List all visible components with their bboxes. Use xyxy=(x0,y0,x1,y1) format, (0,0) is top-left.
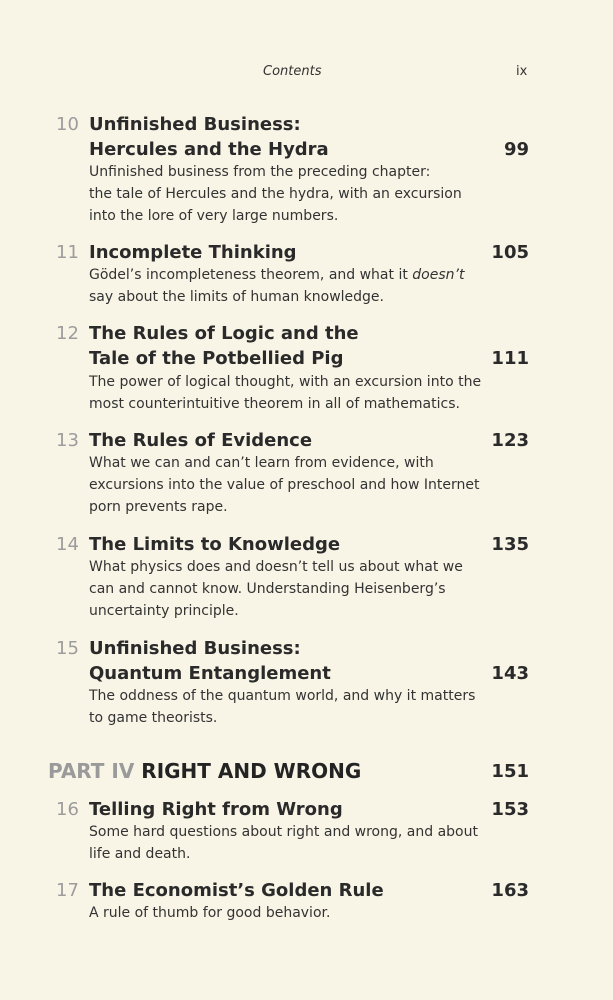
chapter-page-number: 163 xyxy=(491,880,529,901)
chapter-page-number: 135 xyxy=(491,534,529,555)
part-heading xyxy=(48,757,568,785)
chapter-number: 12 xyxy=(56,323,79,344)
chapter-page-number: 99 xyxy=(503,139,529,160)
chapter-title-line: Incomplete Thinking xyxy=(89,242,297,263)
chapter-title xyxy=(89,532,489,557)
chapter-number: 10 xyxy=(56,114,79,135)
description-line: life and death. xyxy=(89,846,191,862)
chapter-description xyxy=(89,371,509,415)
chapter-description xyxy=(89,821,509,865)
description-line: What physics does and doesn’t tell us about what we xyxy=(89,559,463,575)
chapter-title xyxy=(89,321,489,371)
header-page-number: ix xyxy=(516,64,528,79)
chapter-title-line: Telling Right from Wrong xyxy=(89,799,343,820)
description-line: uncertainty principle. xyxy=(89,603,239,619)
chapter-description xyxy=(89,161,509,227)
chapter-description xyxy=(89,556,509,622)
chapter-title-line: The Economist’s Golden Rule xyxy=(89,880,384,901)
chapter-title xyxy=(89,878,489,903)
chapter-description xyxy=(89,452,509,518)
part-label: PART IV xyxy=(48,759,135,783)
description-line: Unfinished business from the preceding chapter: xyxy=(89,164,431,180)
chapter-description xyxy=(89,685,509,729)
description-line: can and cannot know. Understanding Heisenberg’s xyxy=(89,581,446,597)
chapter-title-line: Unfinished Business: xyxy=(89,114,301,135)
description-line: A rule of thumb for good behavior. xyxy=(89,905,331,921)
chapter-page-number: 105 xyxy=(491,242,529,263)
chapter-title xyxy=(89,112,489,162)
chapter-title-line: The Rules of Evidence xyxy=(89,430,313,451)
chapter-title xyxy=(89,240,489,265)
chapter-description xyxy=(89,264,509,308)
chapter-number: 13 xyxy=(56,430,79,451)
chapter-title xyxy=(89,428,489,453)
chapter-page-number: 143 xyxy=(491,663,529,684)
description-line: excursions into the value of preschool and how Internet xyxy=(89,477,480,493)
chapter-page-number: 153 xyxy=(491,799,529,820)
chapter-title xyxy=(89,797,489,822)
part-page-number: 151 xyxy=(491,761,529,782)
chapter-title-line: The Limits to Knowledge xyxy=(89,534,341,555)
description-line: What we can and can’t learn from evidence, with xyxy=(89,455,434,471)
chapter-number: 17 xyxy=(56,880,79,901)
description-line: Gödel’s incompleteness theorem, and what it doesn’t xyxy=(89,267,465,283)
chapter-title-line: Quantum Entanglement xyxy=(89,663,331,684)
description-line: say about the limits of human knowledge. xyxy=(89,289,384,305)
description-line: The oddness of the quantum world, and why it matters xyxy=(89,688,476,704)
chapter-number: 11 xyxy=(56,242,79,263)
chapter-page-number: 111 xyxy=(491,348,529,369)
chapter-title-line: The Rules of Logic and the xyxy=(89,323,359,344)
chapter-number: 16 xyxy=(56,799,79,820)
chapter-description xyxy=(89,902,509,924)
description-line: into the lore of very large numbers. xyxy=(89,208,339,224)
description-line: porn prevents rape. xyxy=(89,499,228,515)
chapter-title xyxy=(89,636,489,686)
description-line: the tale of Hercules and the hydra, with an excursion xyxy=(89,186,462,202)
chapter-number: 14 xyxy=(56,534,79,555)
header-title: Contents xyxy=(263,64,322,79)
description-line: Some hard questions about right and wrong, and about xyxy=(89,824,478,840)
chapter-page-number: 123 xyxy=(491,430,529,451)
description-line: to game theorists. xyxy=(89,710,218,726)
chapter-number: 15 xyxy=(56,638,79,659)
description-line: most counterintuitive theorem in all of mathematics. xyxy=(89,396,460,412)
chapter-title-line: Tale of the Potbellied Pig xyxy=(89,348,344,369)
chapter-title-line: Hercules and the Hydra xyxy=(89,139,329,160)
part-title: RIGHT AND WRONG xyxy=(141,759,362,783)
description-line: The power of logical thought, with an excursion into the xyxy=(89,374,482,390)
running-header xyxy=(0,64,613,84)
chapter-title-line: Unfinished Business: xyxy=(89,638,301,659)
